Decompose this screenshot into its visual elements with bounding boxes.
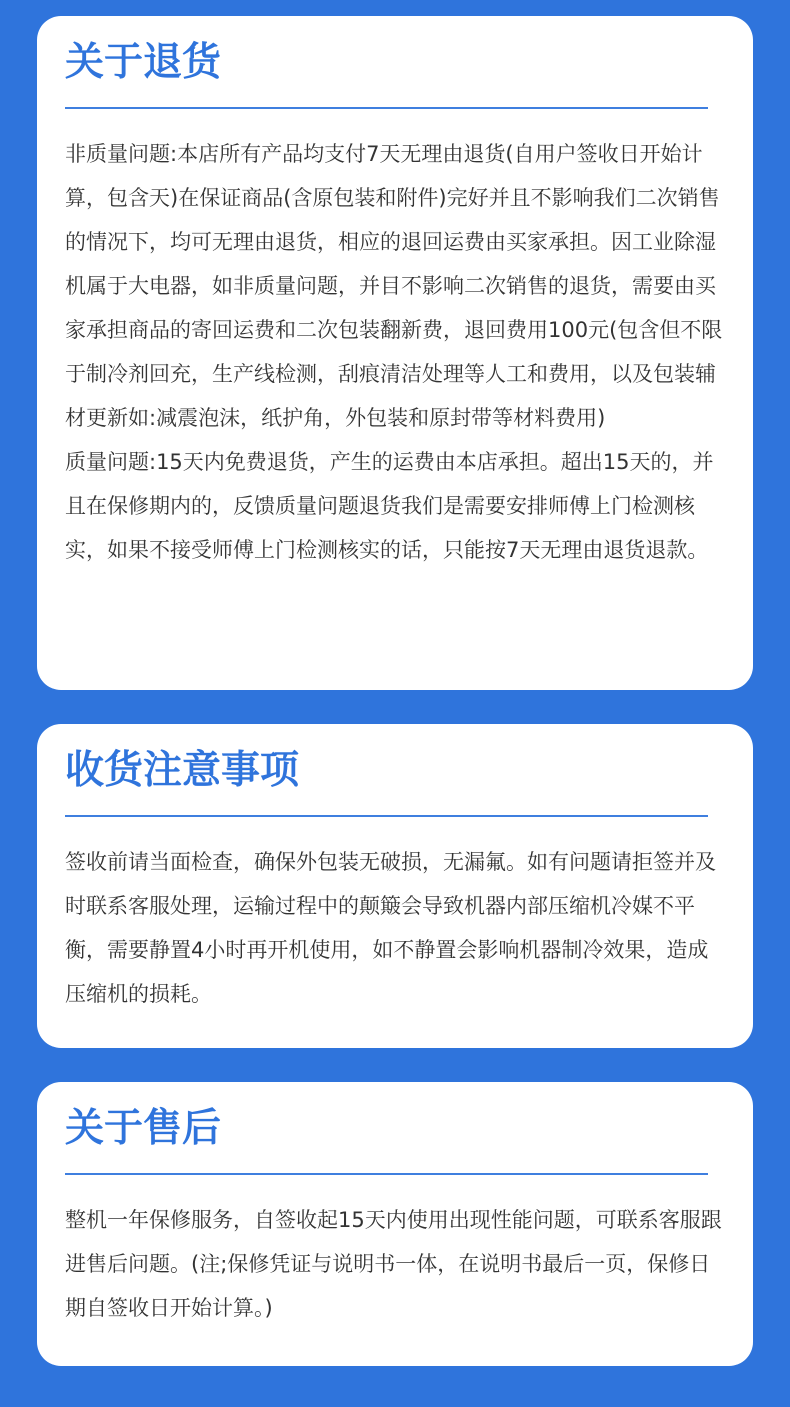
return-policy-card [37,16,753,690]
return-policy-divider [65,107,708,109]
after-sales-body [65,1198,725,1330]
non-quality-return-paragraph: 非质量问题:本店所有产品均支付7天无理由退货(自用户签收日开始计算，包含天)在保证商品(含原包装和附件)完好并且不影响我们二次销售的情况下，均可无理由退货，相应的退回运费由买家承担。因工业除湿机属于大电器，如非质量问题，并目不影响二次销售的退货，需要由买家承担商品的寄回运费和二次包装翻新费，退回费用100元(包含但不限于制冷剂回充，生产线检测，刮痕清洁处理等人工和费用，以及包装辅材更新如:减震泡沫，纸护角，外包装和原封带等材料费用) [65,142,723,430]
return-policy-title: 关于退货 [65,40,222,85]
receiving-notes-title: 收货注意事项 [65,748,300,793]
after-sales-title: 关于售后 [65,1106,222,1151]
receiving-notes-divider [65,815,708,817]
after-sales-paragraph: 整机一年保修服务，自签收起15天内使用出现性能问题，可联系客服跟进售后问题。(注;保修凭证与说明书一体，在说明书最后一页，保修日期自签收日开始计算。) [65,1208,722,1320]
receiving-notes-card [37,724,753,1048]
receiving-notes-paragraph: 签收前请当面检查，确保外包装无破损，无漏氟。如有问题请拒签并及时联系客服处理，运输过程中的颠簸会导致机器内部压缩机冷媒不平衡，需要静置4小时再开机使用，如不静置会影响机器制冷效果，造成压缩机的损耗。 [65,850,716,1006]
after-sales-divider [65,1173,708,1175]
return-policy-body [65,132,725,572]
receiving-notes-body [65,840,725,1016]
quality-return-paragraph: 质量问题:15天内免费退货，产生的运费由本店承担。超出15天的，并且在保修期内的，反馈质量问题退货我们是需要安排师傅上门检测核实，如果不接受师傅上门检测核实的话，只能按7天无理由退货退款。 [65,450,714,562]
after-sales-card [37,1082,753,1366]
